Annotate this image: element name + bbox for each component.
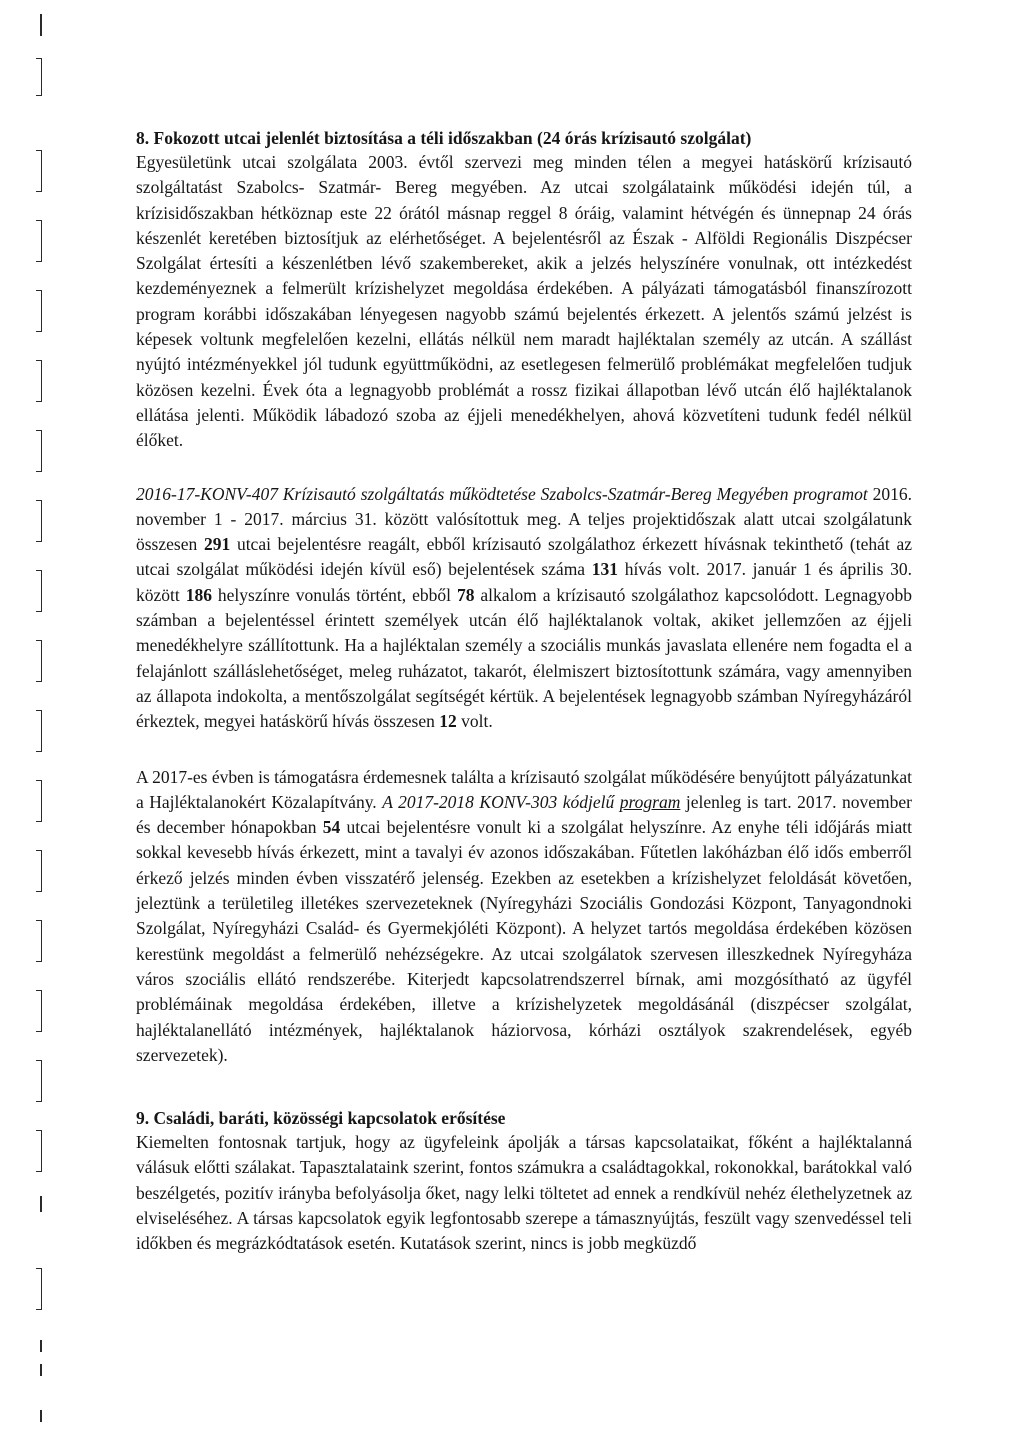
text-run: hívás volt. 2017. január 1 és április 30. között [136, 559, 912, 605]
binding-mark [36, 1130, 42, 1172]
text-run: 2016. november 1 - 2017. március 31. között valósítottuk meg. A teljes projektidőszak alatt utcai szolgálatunk összesen [136, 483, 912, 555]
binding-mark [36, 500, 42, 542]
count-crisis-callouts: 78 [456, 584, 475, 605]
text-run: utcai bejelentésre vonult ki a szolgálat helyszínre. Az enyhe téli időjárás miatt sokkal kevesebb hívás érkezett, mint a tavalyi év azonos időszakában. Fűtetlen lakóházban élő idős emberről érkező jelzés minden évben visszatérő jelenség. Ezekben az esetekben a krízishelyzet feloldását követően, jeleztünk a területileg illetékes szervezeteknek (Nyíregyházi Szociális Gondozási Központ, Tanyagondnoki Szolgálat, Nyíregyházi Család- és Gyermekjóléti Központ). A helyzet tartós megoldása érdekében közösen kerestünk megoldást a felmerülő nehézségekre. Az utcai szolgálatok szervesen illeszkednek Nyíregyháza város szociális ellátó rendszerébe. Kiterjedt kapcsolatrendszerrel bírnak, ami mozgósítható az ügyfél problémáinak megoldása érdekében, illetve a krízishelyzetek megoldásánál (diszpécser szolgálat, hajléktalanellátó intézmények, hajléktalanok háziorvosa, kórházi osztályok szakrendelések, egyéb szervezetek). [136, 817, 912, 1065]
text-run: helyszínre vonulás történt, ebből [211, 584, 457, 605]
binding-mark [36, 920, 42, 962]
spacer [136, 1068, 912, 1106]
binding-mark [40, 1410, 42, 1422]
binding-mark [40, 1196, 42, 1212]
binding-mark [40, 1340, 42, 1352]
binding-mark [36, 850, 42, 892]
document-page [136, 126, 912, 1257]
section-9-paragraph-1: Kiemelten fontosnak tartjuk, hogy az ügyfeleink ápolják a társas kapcsolataikat, főként a hajléktalanná válásuk előtti szálakat. Tapasztalataink szerint, fontos számukra a családtagokkal, rokonokkal, barátokkal való beszélgetés, pozitív irányba befolyásolja őket, nagy lelki töltetet ad ennek a rendkívül nehéz élethelyzetnek az elviseléséhez. A társas kapcsolatok egyik legfontosabb szerepe a támasznyújtás, feszült vagy szenvedéssel teli időkben és megrázkódtatások esetén. Kutatások szerint, nincs is jobb megküzdő [136, 1132, 912, 1254]
binding-mark [40, 14, 42, 36]
text-run: A 2017-es évben is támogatásra érdemesnek találta a krízisautó szolgálat működésére benyújtott pályázatunkat a Hajléktalanokért Közalapítvány. [136, 766, 912, 812]
binding-mark [36, 58, 42, 96]
count-callouts: 186 [185, 584, 212, 605]
binding-mark [36, 150, 42, 192]
program-name: 2016-17-KONV-407 Krízisautó szolgáltatás működtetése Szabolcs-Szatmár-Bereg Megyében programot [136, 483, 868, 504]
binding-mark [36, 710, 42, 752]
binding-mark [40, 1364, 42, 1376]
binding-mark [36, 990, 42, 1032]
count-crisis-calls: 131 [591, 559, 619, 580]
binding-mark [36, 640, 42, 682]
count-total-reports: 291 [203, 534, 231, 555]
binding-mark [36, 430, 42, 472]
binding-mark [36, 570, 42, 612]
binding-marks [28, 0, 58, 1447]
count-county-calls: 12 [439, 711, 457, 732]
binding-mark [36, 780, 42, 822]
count-winter-reports: 54 [322, 817, 341, 838]
program-code: A 2017-2018 KONV-303 kódjelű [382, 791, 615, 812]
binding-mark [36, 290, 42, 332]
section-9-heading: 9. Családi, baráti, közösségi kapcsolatok erősítése [136, 1108, 506, 1129]
binding-mark [36, 1060, 42, 1102]
section-8-paragraph-2 [136, 482, 912, 735]
binding-mark [36, 220, 42, 262]
section-8-heading: 8. Fokozott utcai jelenlét biztosítása a téli időszakban (24 órás krízisautó szolgálat) [136, 128, 752, 148]
spacer [136, 454, 912, 482]
spacer [136, 735, 912, 765]
section-8-paragraph-3 [136, 765, 912, 1069]
text-run: alkalom a krízisautó szolgálathoz kapcsolódott. Legnagyobb számban a bejelentéssel érintett személyek utcán élő hajléktalanok voltak, akiket jellemzően az éjjeli menedékhelyre szállítottunk. Ha a hajléktalan személy a szociális munkás javaslata ellenére nem fogadta el a felajánlott szálláslehetőséget, meleg ruházatot, takarót, élelmiszert biztosítottunk számára, vagy amennyiben az állapota indokolta, a mentőszolgálat segítségét kértük. A bejelentések legnagyobb számban Nyíregyházáról érkeztek, megyei hatáskörű hívás összesen [136, 584, 912, 732]
text-run: utcai bejelentésre reagált, ebből krízisautó szolgálathoz érkezett hívásnak tekinthető (tehát az utcai szolgálat működési idején kívül eső) bejelentések száma [136, 534, 913, 580]
binding-mark [36, 1268, 42, 1310]
section-8-paragraph-1: Egyesületünk utcai szolgálata 2003. évtől szervezi meg minden télen a megyei hatáskörű krízisautó szolgáltatást Szabolcs- Szatmár- Bereg megyében. Az utcai szolgálataink működési idején túl, a krízisidőszakban hétköznap este 22 órától másnap reggel 8 óráig, valamint hétvégén és ünnepnap 24 órás készenlét keretében biztosítjuk az elérhetőséget. A bejelentésről az Észak - Alföldi Regionális Diszpécser Szolgálat értesíti a készenlétben lévő szakembereket, akik a jelzés helyszínére vonulnak, ott intézkedést kezdeményeznek a felmerült krízishelyzet megoldása érdekében. A pályázati támogatásból finanszírozott program korábbi időszakában lényegesen nagyobb számú bejelentés érkezett. A jelentős számú jelzést is képesek voltunk megfelelően kezelni, ellátás nélkül nem maradt hajléktalan személy az utcán. A szállást nyújtó intézményekkel jól tudunk együttműködni, az esetlegesen felmerülő problémákat megfelelően tudjuk közösen kezelni. Évek óta a legnagyobb problémát a rossz fizikai állapotban lévő utcán élő hajléktalanok ellátása jelenti. Működik lábadozó szoba az éjjeli menedékhelyen, ahová közvetíteni tudunk fedél nélkül élőket. [136, 152, 912, 451]
binding-mark [36, 360, 42, 402]
program-word: program [619, 791, 681, 812]
text-run: volt. [456, 711, 493, 732]
text-run: jelenleg is tart. 2017. november és december hónapokban [136, 791, 913, 838]
